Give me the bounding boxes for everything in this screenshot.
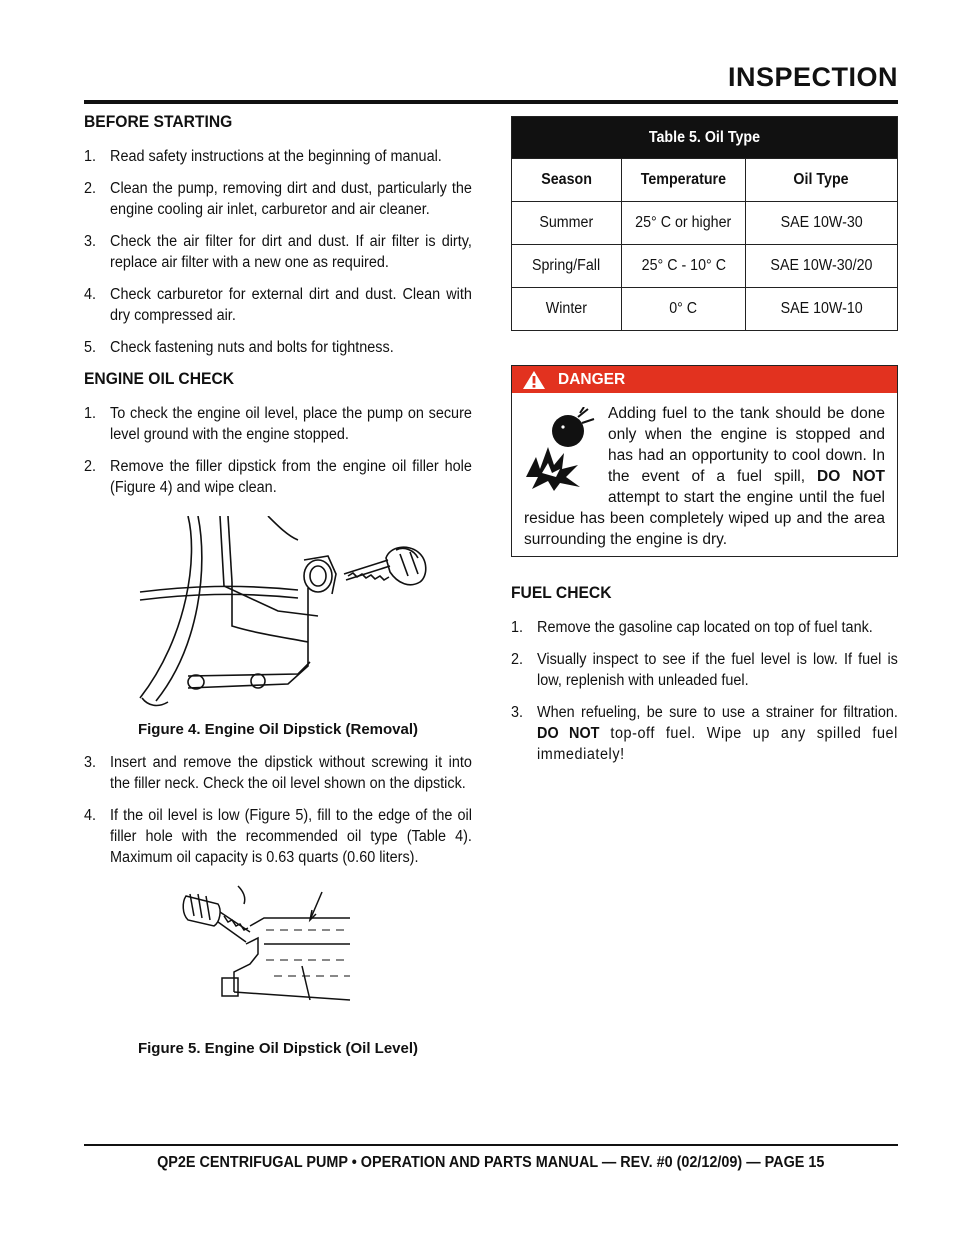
list-item-number: 1.	[84, 405, 97, 422]
list-item	[84, 752, 472, 794]
engine-oil-check-list	[84, 403, 472, 498]
table-cell: Winter	[512, 288, 622, 331]
list-item-number: 5.	[84, 339, 97, 356]
list-item	[84, 146, 472, 167]
list-item	[84, 337, 472, 358]
list-item	[511, 702, 898, 765]
oil-table-header-temperature: Temperature	[622, 159, 746, 202]
list-item-number: 2.	[84, 180, 97, 197]
list-item-text: Read safety instructions at the beginning of manual.	[110, 148, 442, 165]
list-item-text: Remove the gasoline cap located on top of fuel tank.	[537, 619, 873, 636]
figure-5-caption: Figure 5. Engine Oil Dipstick (Oil Level)	[137, 1040, 419, 1057]
explosion-icon	[522, 407, 600, 491]
engine-oil-check-heading: ENGINE OIL CHECK	[84, 369, 235, 388]
danger-text: Adding fuel to the tank should be done only when the engine is stopped and has had an opportunity to cool down. In the event of a fuel spill,	[608, 405, 885, 485]
engine-dipstick-removal-drawing	[128, 516, 428, 711]
list-item	[84, 805, 472, 868]
list-item-number: 2.	[84, 458, 97, 475]
list-item-text-part: top-off fuel. Wipe up any spilled fuel immediately!	[537, 725, 898, 763]
list-item-text: Insert and remove the dipstick without screwing it into the filler neck. Check the oil level shown on the dipstick.	[110, 754, 472, 792]
list-item-text: Check fastening nuts and bolts for tightness.	[110, 339, 394, 356]
fuel-check-heading: FUEL CHECK	[511, 583, 612, 602]
list-item	[84, 456, 472, 498]
engine-oil-check-list-continued	[84, 752, 472, 868]
list-item-text: To check the engine oil level, place the pump on secure level ground with the engine stopped.	[110, 405, 472, 443]
danger-label: DANGER	[558, 370, 626, 388]
table-cell: Summer	[512, 202, 622, 245]
table-row	[512, 202, 898, 245]
list-item-text: Clean the pump, removing dirt and dust, particularly the engine cooling air inlet, carburetor and air cleaner.	[110, 180, 472, 218]
list-item	[84, 284, 472, 326]
list-item-number: 3.	[84, 233, 97, 250]
list-item-text	[537, 702, 898, 765]
list-item-text: Check the air filter for dirt and dust. If air filter is dirty, replace air filter with a new one as required.	[110, 233, 472, 271]
oil-type-table	[511, 116, 898, 331]
page-footer	[84, 1154, 898, 1172]
oil-table-header-row	[512, 159, 898, 202]
list-item-text: If the oil level is low (Figure 5), fill to the edge of the oil filler hole with the recommended oil type (Table 4). Maximum oil capacity is 0.63 quarts (0.60 liters).	[110, 807, 472, 866]
list-item-number: 4.	[84, 807, 97, 824]
list-item	[511, 649, 898, 691]
fuel-check-list	[511, 617, 898, 765]
list-item-text-bold: DO NOT	[537, 725, 600, 742]
figure-4-dipstick-removal	[128, 516, 428, 711]
oil-table-header-oil-type: Oil Type	[746, 159, 898, 202]
list-item	[84, 403, 472, 445]
list-item-number: 3.	[511, 704, 524, 721]
list-item-number: 2.	[511, 651, 524, 668]
danger-body	[512, 393, 897, 556]
table-cell: SAE 10W-10	[746, 288, 898, 331]
left-column	[84, 112, 472, 1057]
danger-header	[512, 366, 897, 393]
list-item	[84, 231, 472, 273]
figure-4-caption: Figure 4. Engine Oil Dipstick (Removal)	[137, 721, 419, 738]
before-starting-list	[84, 146, 472, 358]
table-row	[512, 288, 898, 331]
title-rule	[84, 100, 898, 104]
danger-notice	[511, 365, 898, 557]
list-item-text: Visually inspect to see if the fuel level is low. If fuel is low, replenish with unleaded fuel.	[537, 651, 898, 689]
footer-rule	[84, 1144, 898, 1146]
table-cell: 25° C - 10° C	[622, 245, 746, 288]
right-column	[511, 116, 898, 776]
table-cell: 25° C or higher	[622, 202, 746, 245]
page-title: INSPECTION	[727, 62, 898, 92]
oil-table-title: Table 5. Oil Type	[512, 117, 898, 159]
table-cell: Spring/Fall	[512, 245, 622, 288]
danger-text-end: attempt to start the engine until the fuel residue has been completely wiped up and the area surrounding the engine is dry.	[524, 489, 885, 548]
table-row	[512, 245, 898, 288]
list-item-number: 1.	[511, 619, 524, 636]
list-item-text: Check carburetor for external dirt and dust. Clean with dry compressed air.	[110, 286, 472, 324]
list-item-number: 1.	[84, 148, 97, 165]
list-item-number: 3.	[84, 754, 97, 771]
engine-dipstick-oil-level-drawing	[174, 882, 354, 1012]
list-item	[84, 178, 472, 220]
footer-text: QP2E CENTRIFUGAL PUMP • OPERATION AND PARTS MANUAL — REV. #0 (02/12/09) — PAGE 15	[157, 1154, 825, 1171]
list-item-number: 4.	[84, 286, 97, 303]
oil-table-header-season: Season	[512, 159, 622, 202]
table-cell: SAE 10W-30	[746, 202, 898, 245]
figure-5-oil-level	[174, 882, 354, 1012]
list-item	[511, 617, 898, 638]
table-cell: SAE 10W-30/20	[746, 245, 898, 288]
danger-text-bold: DO NOT	[817, 468, 885, 485]
list-item-text-part: When refueling, be sure to use a strainer for filtration.	[537, 704, 898, 721]
before-starting-heading: BEFORE STARTING	[84, 112, 233, 131]
list-item-text: Remove the filler dipstick from the engine oil filler hole (Figure 4) and wipe clean.	[110, 458, 472, 496]
warning-triangle-icon	[522, 370, 546, 390]
table-cell: 0° C	[622, 288, 746, 331]
